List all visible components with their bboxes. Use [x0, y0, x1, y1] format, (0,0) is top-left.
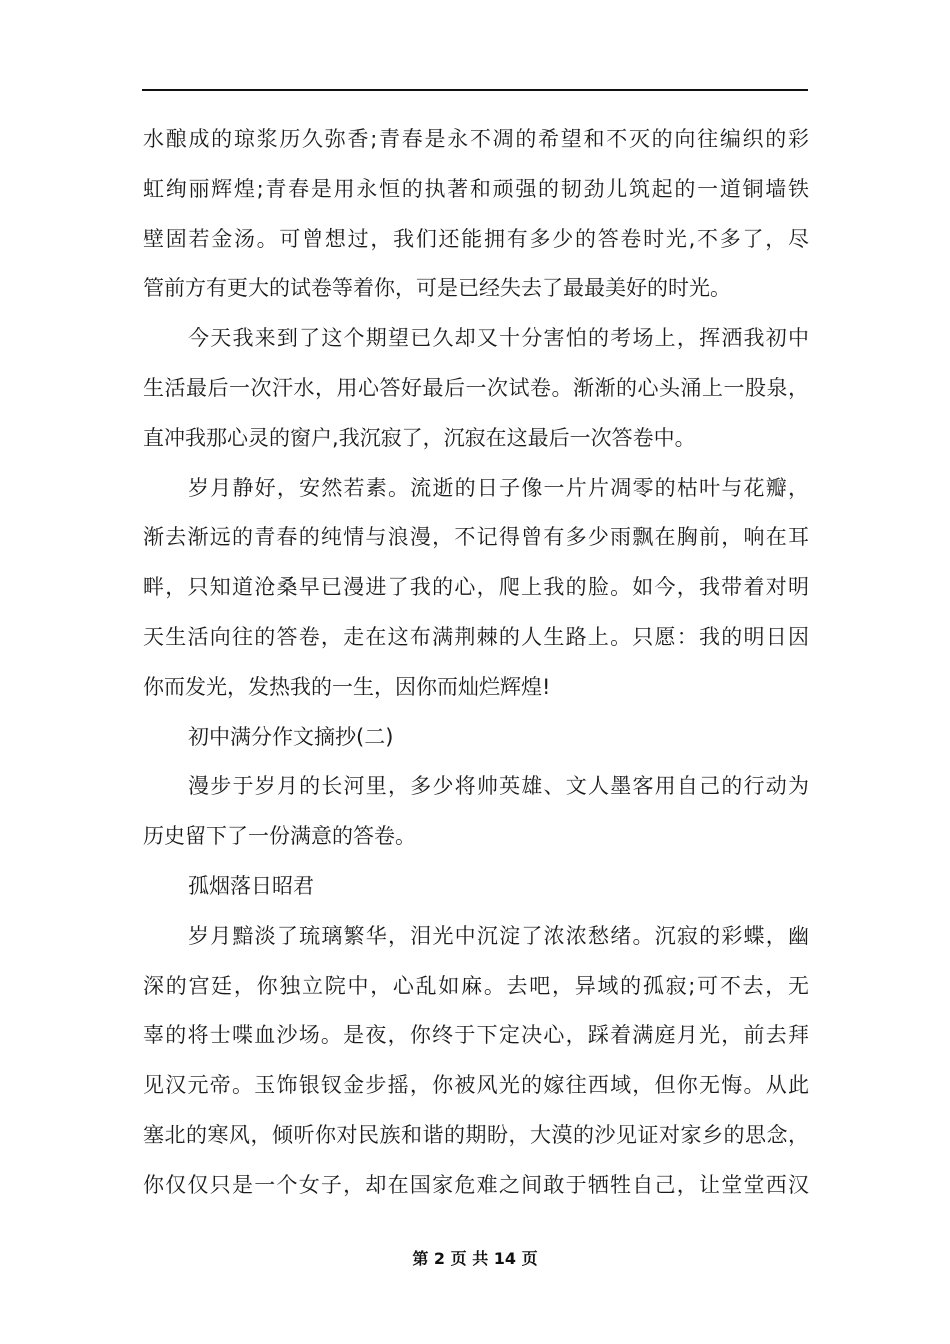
text-line: 壁固若金汤。可曾想过，我们还能拥有多少的答卷时光,不多了，尽 — [143, 226, 809, 251]
text-line: 你仅仅只是一个女子，却在国家危难之间敢于牺牲自己，让堂堂西汉 — [143, 1172, 809, 1197]
text-line: 虹绚丽辉煌;青春是用永恒的执著和顽强的韧劲儿筑起的一道铜墙铁 — [143, 176, 809, 201]
subheading: 孤烟落日昭君 — [188, 873, 314, 898]
page-footer: 第 2 页 共 14 页 — [412, 1249, 538, 1268]
text-line: 管前方有更大的试卷等着你，可是已经失去了最最美好的时光。 — [143, 276, 731, 301]
text-line: 渐去渐远的青春的纯情与浪漫，不记得曾有多少雨飘在胸前，响在耳 — [143, 525, 809, 550]
text-line: 天生活向往的答卷，走在这布满荆棘的人生路上。只愿：我的明日因 — [143, 624, 809, 649]
text-line: 历史留下了一份满意的答卷。 — [143, 824, 416, 849]
text-line: 今天我来到了这个期望已久却又十分害怕的考场上，挥洒我初中 — [188, 326, 809, 351]
text-line: 漫步于岁月的长河里，多少将帅英雄、文人墨客用自己的行动为 — [188, 774, 809, 799]
text-line: 岁月黯淡了琉璃繁华，泪光中沉淀了浓浓愁绪。沉寂的彩蝶，幽 — [188, 923, 809, 948]
text-line: 岁月静好，安然若素。流逝的日子像一片片凋零的枯叶与花瓣， — [188, 475, 809, 500]
text-line: 辜的将士喋血沙场。是夜，你终于下定决心，踩着满庭月光，前去拜 — [143, 1023, 809, 1048]
text-line: 直冲我那心灵的窗户,我沉寂了，沉寂在这最后一次答卷中。 — [143, 425, 696, 450]
header-rule — [142, 89, 808, 91]
text-line: 你而发光，发热我的一生，因你而灿烂辉煌! — [143, 674, 551, 699]
text-line: 塞北的寒风，倾听你对民族和谐的期盼，大漠的沙见证对家乡的思念， — [143, 1122, 809, 1147]
document-body — [143, 115, 809, 1211]
text-line: 畔，只知道沧桑早已漫进了我的心，爬上我的脸。如今，我带着对明 — [143, 575, 809, 600]
section-heading: 初中满分作文摘抄(二) — [188, 724, 394, 749]
text-line: 深的宫廷，你独立院中，心乱如麻。去吧，异域的孤寂;可不去，无 — [143, 973, 809, 998]
text-line: 生活最后一次汗水，用心答好最后一次试卷。渐渐的心头涌上一股泉， — [143, 375, 809, 400]
text-line: 见汉元帝。玉饰银钗金步摇，你被风光的嫁往西域，但你无悔。从此 — [143, 1073, 809, 1098]
text-line: 水酿成的琼浆历久弥香;青春是永不凋的希望和不灭的向往编织的彩 — [143, 127, 809, 151]
